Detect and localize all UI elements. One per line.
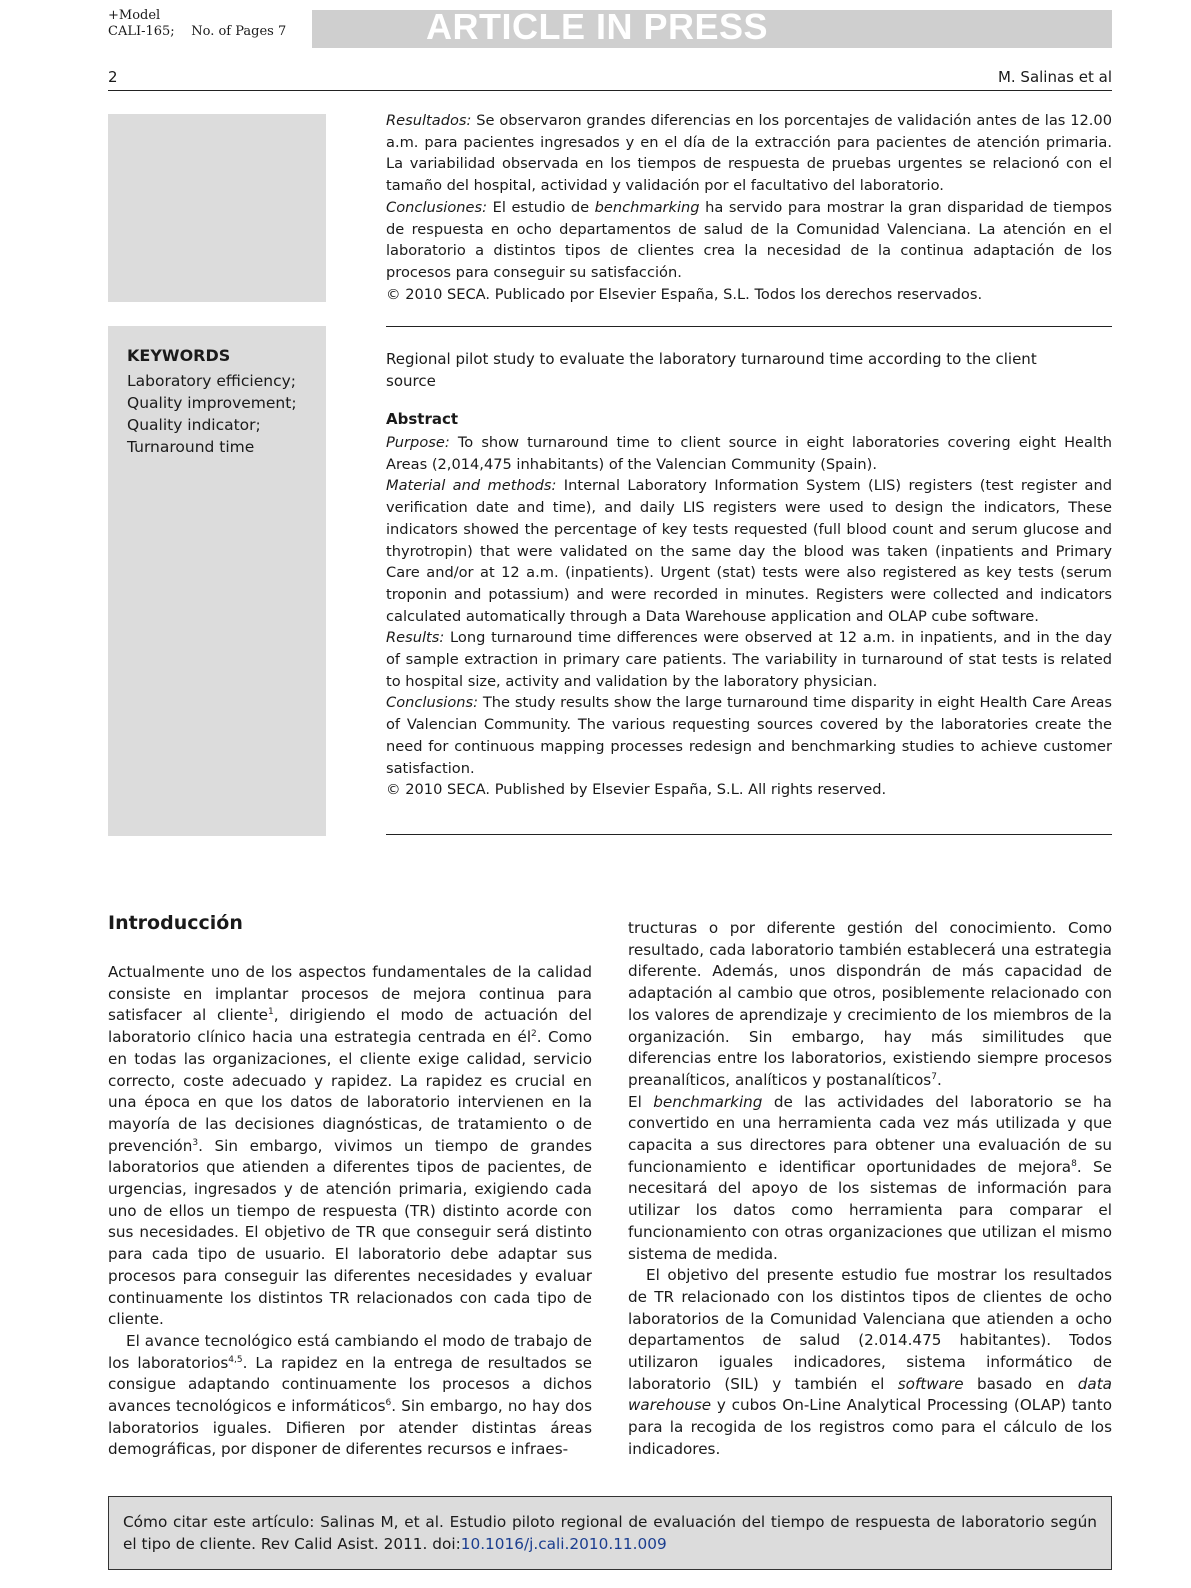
text-run: . Sin embargo, vivimos un tiempo de grandes laboratorios que atienden a diferentes tipos de pacientes, de urgencias, ingresados y de atención primaria, exigiendo cada uno de ellos un tiempo de respuesta (TR) distinto acorde con sus necesidades. El objetivo de TR que conseguir será distinto para cada tipo de usuario. El laboratorio debe adaptar sus procesos para conseguir las diferentes necesidades y evaluar continuamente los distintos TR relacionados con cada tipo de cliente. <box>108 1136 592 1329</box>
text-run: Actualmente uno de los aspectos fundamentales de la calidad consiste en implantar procesos de mejora continua para satisfacer al cliente <box>108 963 592 1025</box>
text-run: tructuras o por diferente gestión del conocimiento. Como resultado, cada laboratorio también establecerá una estrategia diferente. Además, unos dispondrán de más capacidad de adaptación al cambio que otros, posiblemente relacionado con los valores de aprendizaje y crecimiento de los miembros de la organización. Sin embargo, hay más similitudes que diferencias entre los laboratorios, existiendo siempre procesos preanalíticos, analíticos y postanalíticos <box>628 919 1112 1089</box>
results-paragraph <box>386 627 1112 692</box>
citation-text: Cómo citar este artículo: Salinas M, et al. Estudio piloto regional de evaluación del tiempo de respuesta de laboratorio según el tipo de cliente. Rev Calid Asist. 2011. doi: <box>123 1513 1097 1553</box>
english-abstract <box>386 432 1112 801</box>
resultados-label: Resultados: <box>386 112 472 129</box>
banner-text: ARTICLE IN PRESS <box>426 6 769 47</box>
keyword-item: Turnaround time <box>127 438 255 456</box>
intro-paragraph-4 <box>628 1265 1112 1460</box>
conclusions-paragraph <box>386 692 1112 779</box>
results-label: Results: <box>386 629 445 647</box>
results-text: Long turnaround time differences were observed at 12 a.m. in inpatients, and in the day of sample extraction in primary care patients. The variability in turnaround of stat tests is related to hospital size, activity and validation by the laboratory physician. <box>386 629 1113 690</box>
emphasis-text: benchmarking <box>653 1092 763 1111</box>
intro-paragraph-3 <box>628 1092 1112 1266</box>
keywords-title: KEYWORDS <box>127 346 231 365</box>
methods-text: Internal Laboratory Information System (LIS) registers (test register and verification date and time), and daily LIS registers were used to design the indicators, These indicators showed the percentage of key tests requested (full blood count and serum glucose and thyrotropin) that were validated on the same day the blood was taken (inpatients and Primary Care and/or at 12 a.m. (inpatients). Urgent (stat) tests were also registered as key tests (serum troponin and potassium) and were recorded in minutes. Registers were collected and indicators calculated automatically through a Data Warehouse application and OLAP cube software. <box>386 477 1112 625</box>
text-run: El avance tecnológico está cambiando el modo de trabajo de los laboratorios <box>108 1331 592 1372</box>
reference-link[interactable]: 8 <box>1071 1158 1077 1169</box>
text-run: . Se necesitará del apoyo de los sistemas de información para utilizar los datos como herramienta para comparar el funcionamiento con otras organizaciones que utilizan el mismo sistema de medida. <box>628 1157 1112 1263</box>
text-run: basado en <box>963 1374 1078 1393</box>
resultados-text: Se observaron grandes diferencias en los porcentajes de validación antes de las 12.00 a.m. para pacientes ingresados y en el día de la extracción para pacientes de atención primaria. La variabilidad observada en los tiempos de respuesta de pruebas urgentes se relacionó con el tamaño del hospital, actividad y validación por el facultativo del laboratorio. <box>386 112 1113 195</box>
resumen-block <box>386 110 1112 305</box>
page-number: 2 <box>108 68 118 86</box>
reference-link[interactable]: 3 <box>192 1137 199 1148</box>
citation-box <box>108 1496 1112 1570</box>
text-run: y cubos On-Line Analytical Processing (OLAP) tanto para la recogida de los registros como para el cálculo de los indicadores. <box>628 1396 1112 1458</box>
conclusiones-paragraph <box>386 197 1112 284</box>
text-run: . Sin embargo, no hay dos laboratorios iguales. Difieren por atender distintas áreas demográficas, por disponer de diferentes recursos e infraes- <box>108 1397 592 1459</box>
text-run: El objetivo del presente estudio fue mostrar los resultados de TR relacionado con los distintos tipos de clientes de ocho laboratorios de la Comunidad Valenciana que atienden a ocho departamentos de salud (2.014.475 habitantes). Todos utilizaron iguales indicadores, sistema informático de laboratorio (SIL) y también el <box>628 1266 1112 1393</box>
reference-link[interactable]: 2 <box>531 1029 537 1040</box>
resumen-copyright: © 2010 SECA. Publicado por Elsevier España, S.L. Todos los derechos reservados. <box>386 285 983 303</box>
text-run: . Como en todas las organizaciones, el cliente exige calidad, servicio correcto, coste adecuado y rapidez. La rapidez es crucial en una época en que los datos de laboratorio intervienen en la mayoría de las decisiones diagnósticas, de tratamiento o de prevención <box>108 1028 592 1155</box>
methods-paragraph <box>386 475 1112 627</box>
reference-link[interactable]: 1 <box>268 1007 274 1018</box>
divider-rule <box>386 834 1112 835</box>
intro-paragraph-2-cont <box>628 918 1112 1092</box>
english-copyright: © 2010 SECA. Published by Elsevier España, S.L. All rights reserved. <box>386 781 887 799</box>
running-author: M. Salinas et al <box>997 68 1112 86</box>
running-head <box>108 66 1112 91</box>
text-run: , dirigiendo el modo de actuación del laboratorio clínico hacia una estrategia centrada en él <box>108 1006 592 1047</box>
conclusiones-text-pre: El estudio de <box>492 198 595 216</box>
intro-paragraph-1 <box>108 962 592 1331</box>
section-title: Introducción <box>108 912 243 934</box>
conclusions-label: Conclusions: <box>386 694 479 712</box>
purpose-text: To show turnaround time to client source in eight laboratories covering eight Health Areas (2,014,475 inhabitants) of the Valencian Community (Spain). <box>386 434 1112 473</box>
text-run: El <box>628 1092 654 1111</box>
sidebar-box-top <box>108 114 326 302</box>
keyword-item: Quality indicator; <box>127 416 261 434</box>
text-run: de las actividades del laboratorio se ha convertido en una herramienta cada vez más utilizada y que capacita a sus directores para obtener una evaluación de su funcionamiento e identificar oportunidades de mejora <box>628 1092 1112 1176</box>
conclusions-text: The study results show the large turnaround time disparity in eight Health Care Areas of Valencian Community. The various requesting sources covered by the laboratories create the need for continuous mapping processes redesign and benchmarking studies to achieve customer satisfaction. <box>386 694 1112 777</box>
doi-link[interactable]: 10.1016/j.cali.2010.11.009 <box>460 1535 667 1553</box>
keyword-item: Laboratory efficiency; <box>127 372 296 390</box>
body-column-right <box>628 918 1112 1461</box>
keyword-item: Quality improvement; <box>127 394 297 412</box>
conclusiones-emphasis: benchmarking <box>594 198 700 216</box>
journal-code-line <box>108 24 286 40</box>
article-in-press-banner <box>312 6 1112 48</box>
purpose-paragraph <box>386 432 1112 475</box>
model-label: +Model <box>108 8 161 23</box>
resultados-paragraph <box>386 110 1112 197</box>
emphasis-text: software <box>897 1374 964 1393</box>
purpose-label: Purpose: <box>386 434 450 451</box>
divider-rule <box>386 326 1112 327</box>
english-title: Regional pilot study to evaluate the laboratory turnaround time according to the client source <box>386 350 1037 390</box>
text-run: . La rapidez en la entrega de resultados se consigue adaptando continuamente los procesos a dichos avances tecnológicos e informáticos <box>108 1353 592 1416</box>
reference-link[interactable]: 7 <box>931 1071 937 1082</box>
pages-label: No. of Pages 7 <box>191 24 287 39</box>
reference-link[interactable]: 4,5 <box>228 1354 243 1365</box>
journal-code: CALI-165; <box>108 24 175 39</box>
header-model-info <box>108 8 286 40</box>
abstract-heading: Abstract <box>386 410 459 428</box>
body-column-left <box>108 962 592 1461</box>
conclusiones-label: Conclusiones: <box>386 198 488 216</box>
emphasis-text: data warehouse <box>628 1374 1112 1415</box>
intro-paragraph-2-start <box>108 1331 592 1461</box>
methods-label: Material and methods: <box>386 477 557 495</box>
keywords-list <box>127 370 297 458</box>
reference-link[interactable]: 6 <box>385 1398 392 1408</box>
conclusiones-text-post: ha servido para mostrar la gran disparidad de tiempos de respuesta en ocho departamentos de salud de la Comunidad Valenciana. La atención en el laboratorio a distintos tipos de clientes crea la necesidad de la continua adaptación de los procesos para conseguir su satisfacción. <box>386 198 1112 281</box>
text-run: . <box>936 1070 942 1089</box>
